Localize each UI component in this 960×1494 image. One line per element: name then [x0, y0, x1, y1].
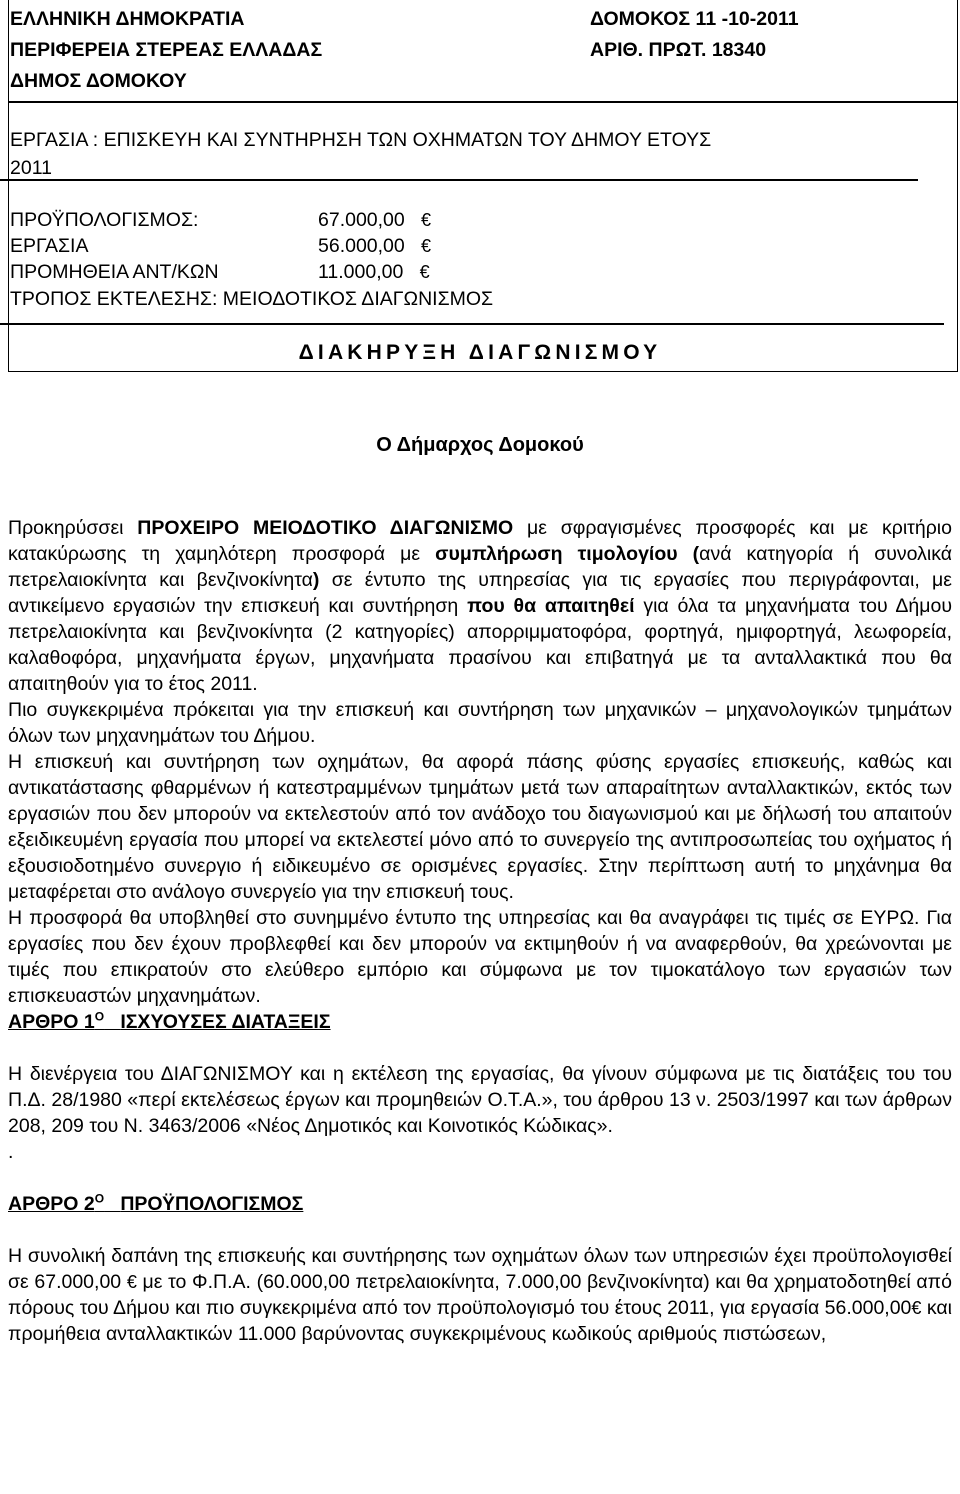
divider-1	[8, 101, 958, 103]
parts-label: ΠΡΟΜΗΘΕΙΑ ΑΝΤ/ΚΩΝ	[10, 261, 219, 283]
work-line-2: 2011	[10, 157, 52, 179]
euro-icon: €	[419, 262, 430, 282]
work-label: ΕΡΓΑΣΙΑ	[10, 235, 89, 257]
article-2-text: Η συνολική δαπάνη της επισκευής και συντήρησης των οχημάτων όλων των υπηρεσιών έχει προϋπολογισθεί σε 67.000,00 € με το Φ.Π.Α. (60.000,00 πετρελαιοκίνητα, 7.000,00 βενζινοκίνητα) και θα χρηματοδοτηθεί από πόρους του Δήμου και πιο συγκεκριμένα από τον προϋπολογισμό του έτους 2011, για εργασία 56.000,00€ και προμήθεια ανταλλακτικών 11.000 βαρύνοντας συγκεκριμένους κωδικούς αριθμούς πιστώσεων,	[8, 1245, 952, 1345]
euro-icon: €	[421, 236, 432, 256]
mayor-line: Ο Δήμαρχος Δομοκού	[376, 434, 584, 456]
euro-icon: €	[126, 1272, 137, 1292]
budget-label: ΠΡΟΫΠΟΛΟΓΙΣΜΟΣ:	[10, 209, 199, 231]
article-2-heading: ΑΡΘΡΟ $2^O$ ΠΡΟΫΠΟΛΟΓΙΣΜΟΣ	[8, 1191, 304, 1215]
euro-icon: €	[911, 1298, 922, 1318]
paragraph-offer: Η προσφορά θα υποβληθεί στο συνημμένο έντυπο της υπηρεσίας και θα αναγράφει τις τιμές σε ΕΥΡΩ. Για εργασίες που δεν έχουν προβλεφθεί και δεν μπορούν να εκτιμηθούν ή να αναφερθούν, θα χρεώνονται με τιμές που επικρατούν στο ελεύθερο εμπόριο και σύμφωνα με τον τιμοκατάλογο των εργασιών των επισκευαστών μηχανημάτων.	[8, 907, 952, 1007]
divider-2	[0, 179, 918, 181]
body-text	[8, 515, 952, 1347]
paragraph-specifics: Πιο συγκεκριμένα πρόκειται για την επισκευή και συντήρηση των μηχανικών – μηχανολογικών τμημάτων όλων των μηχανημάτων του Δήμου.	[8, 699, 952, 747]
budget-amount: 67.000,00	[318, 209, 405, 231]
euro-icon: €	[421, 210, 432, 230]
parts-value	[318, 259, 430, 285]
header-date: ΔΟΜΟΚΟΣ 11 -10-2011	[590, 8, 799, 30]
work-amount: 56.000,00	[318, 235, 405, 257]
article-1-dot: .	[8, 1141, 14, 1163]
budget-value	[318, 207, 431, 233]
document-title: ΔΙΑΚΗΡΥΞΗ ΔΙΑΓΩΝΙΣΜΟΥ	[298, 341, 662, 364]
work-line-1: ΕΡΓΑΣΙΑ : ΕΠΙΣΚΕΥΗ ΚΑΙ ΣΥΝΤΗΡΗΣΗ ΤΩΝ ΟΧΗΜΑΤΩΝ ΤΟΥ ΔΗΜΟΥ ΕΤΟΥΣ	[10, 129, 712, 151]
work-value	[318, 233, 431, 259]
article-1-text: Η διενέργεια του ΔΙΑΓΩΝΙΣΜΟΥ και η εκτέλεση της εργασίας, θα γίνουν σύμφωνα με τις διατάξεις του του Π.Δ. 28/1980 «περί εκτελέσεως έργων και προμηθειών Ο.Τ.Α.», του άρθρου 13 ν. 2503/1997 και των άρθρων 208, 209 του Ν. 3463/2006 «Νέος Δημοτικός και Κοινοτικός Κώδικας».	[8, 1063, 952, 1137]
parts-amount: 11.000,00	[318, 261, 404, 283]
divider-3	[0, 323, 944, 325]
header-region: ΠΕΡΙΦΕΡΕΙΑ ΣΤΕΡΕΑΣ ΕΛΛΑΔΑΣ	[10, 39, 323, 61]
header-protocol-number: ΑΡΙΘ. ΠΡΩΤ. 18340	[590, 39, 767, 61]
article-1-heading: ΑΡΘΡΟ $1^O$ ΙΣΧΥΟΥΣΕΣ ΔΙΑΤΑΞΕΙΣ	[8, 1009, 331, 1033]
header-municipality: ΔΗΜΟΣ ΔΟΜΟΚΟΥ	[10, 70, 187, 92]
execution-method: ΤΡΟΠΟΣ ΕΚΤΕΛΕΣΗΣ: ΜΕΙΟΔΟΤΙΚΟΣ ΔΙΑΓΩΝΙΣΜΟΣ	[10, 288, 494, 310]
paragraph-announcement: Προκηρύσσει ΠΡΟΧΕΙΡΟ ΜΕΙΟΔΟΤΙΚΟ ΔΙΑΓΩΝΙΣΜΟ με σφραγισμένες προσφορές και με κριτήριο κατακύρωσης τη χαμηλότερη προσφορά με συμπλήρωση τιμολογίου (ανά κατηγορία ή συνολικά πετρελαιοκίνητα και βενζινοκίνητα) σε έντυπο της υπηρεσίας για τις εργασίες που περιγράφονται, με αντικείμενο εργασιών την επισκευή και συντήρηση που θα απαιτηθεί για όλα τα μηχανήματα του Δήμου πετρελαιοκίνητα και βενζινοκίνητα (2 κατηγορίες) απορριμματοφόρα, φορτηγά, ημιφορτηγά, λεωφορεία, καλαθοφόρα, μηχανήματα έργων, μηχανήματα πρασίνου και επιβατηγά με τα ανταλλακτικά που θα απαιτηθούν για το έτος 2011.	[8, 517, 953, 695]
paragraph-repairs: Η επισκευή και συντήρηση των οχημάτων, θα αφορά πάσης φύσης εργασίες επισκευής, καθώς και αντικατάστασης φθαρμένων ή κατεστραμμένων τμημάτων μετά των απαραίτητων ανταλλακτικών, εκτός των εργασιών που δεν μπορούν να εκτελεστούν από τον ανάδοχο του διαγωνισμού και με δήλωσή του απαιτούν εξειδικευμένη εργασία που μπορεί να εκτελεστεί μόνο από το συνεργείο της αντιπροσωπείας του οχήματος ή εξουσιοδοτημένο συνεργιο ή ειδικευμένο σε ορισμένες εργασίες. Στην περίπτωση αυτή το μηχάνημα θα μεταφέρεται στο ανάλογο συνεργείο για την επισκευή τους.	[8, 751, 952, 903]
header-country: ΕΛΛΗΝΙΚΗ ΔΗΜΟΚΡΑΤΙΑ	[10, 8, 245, 30]
